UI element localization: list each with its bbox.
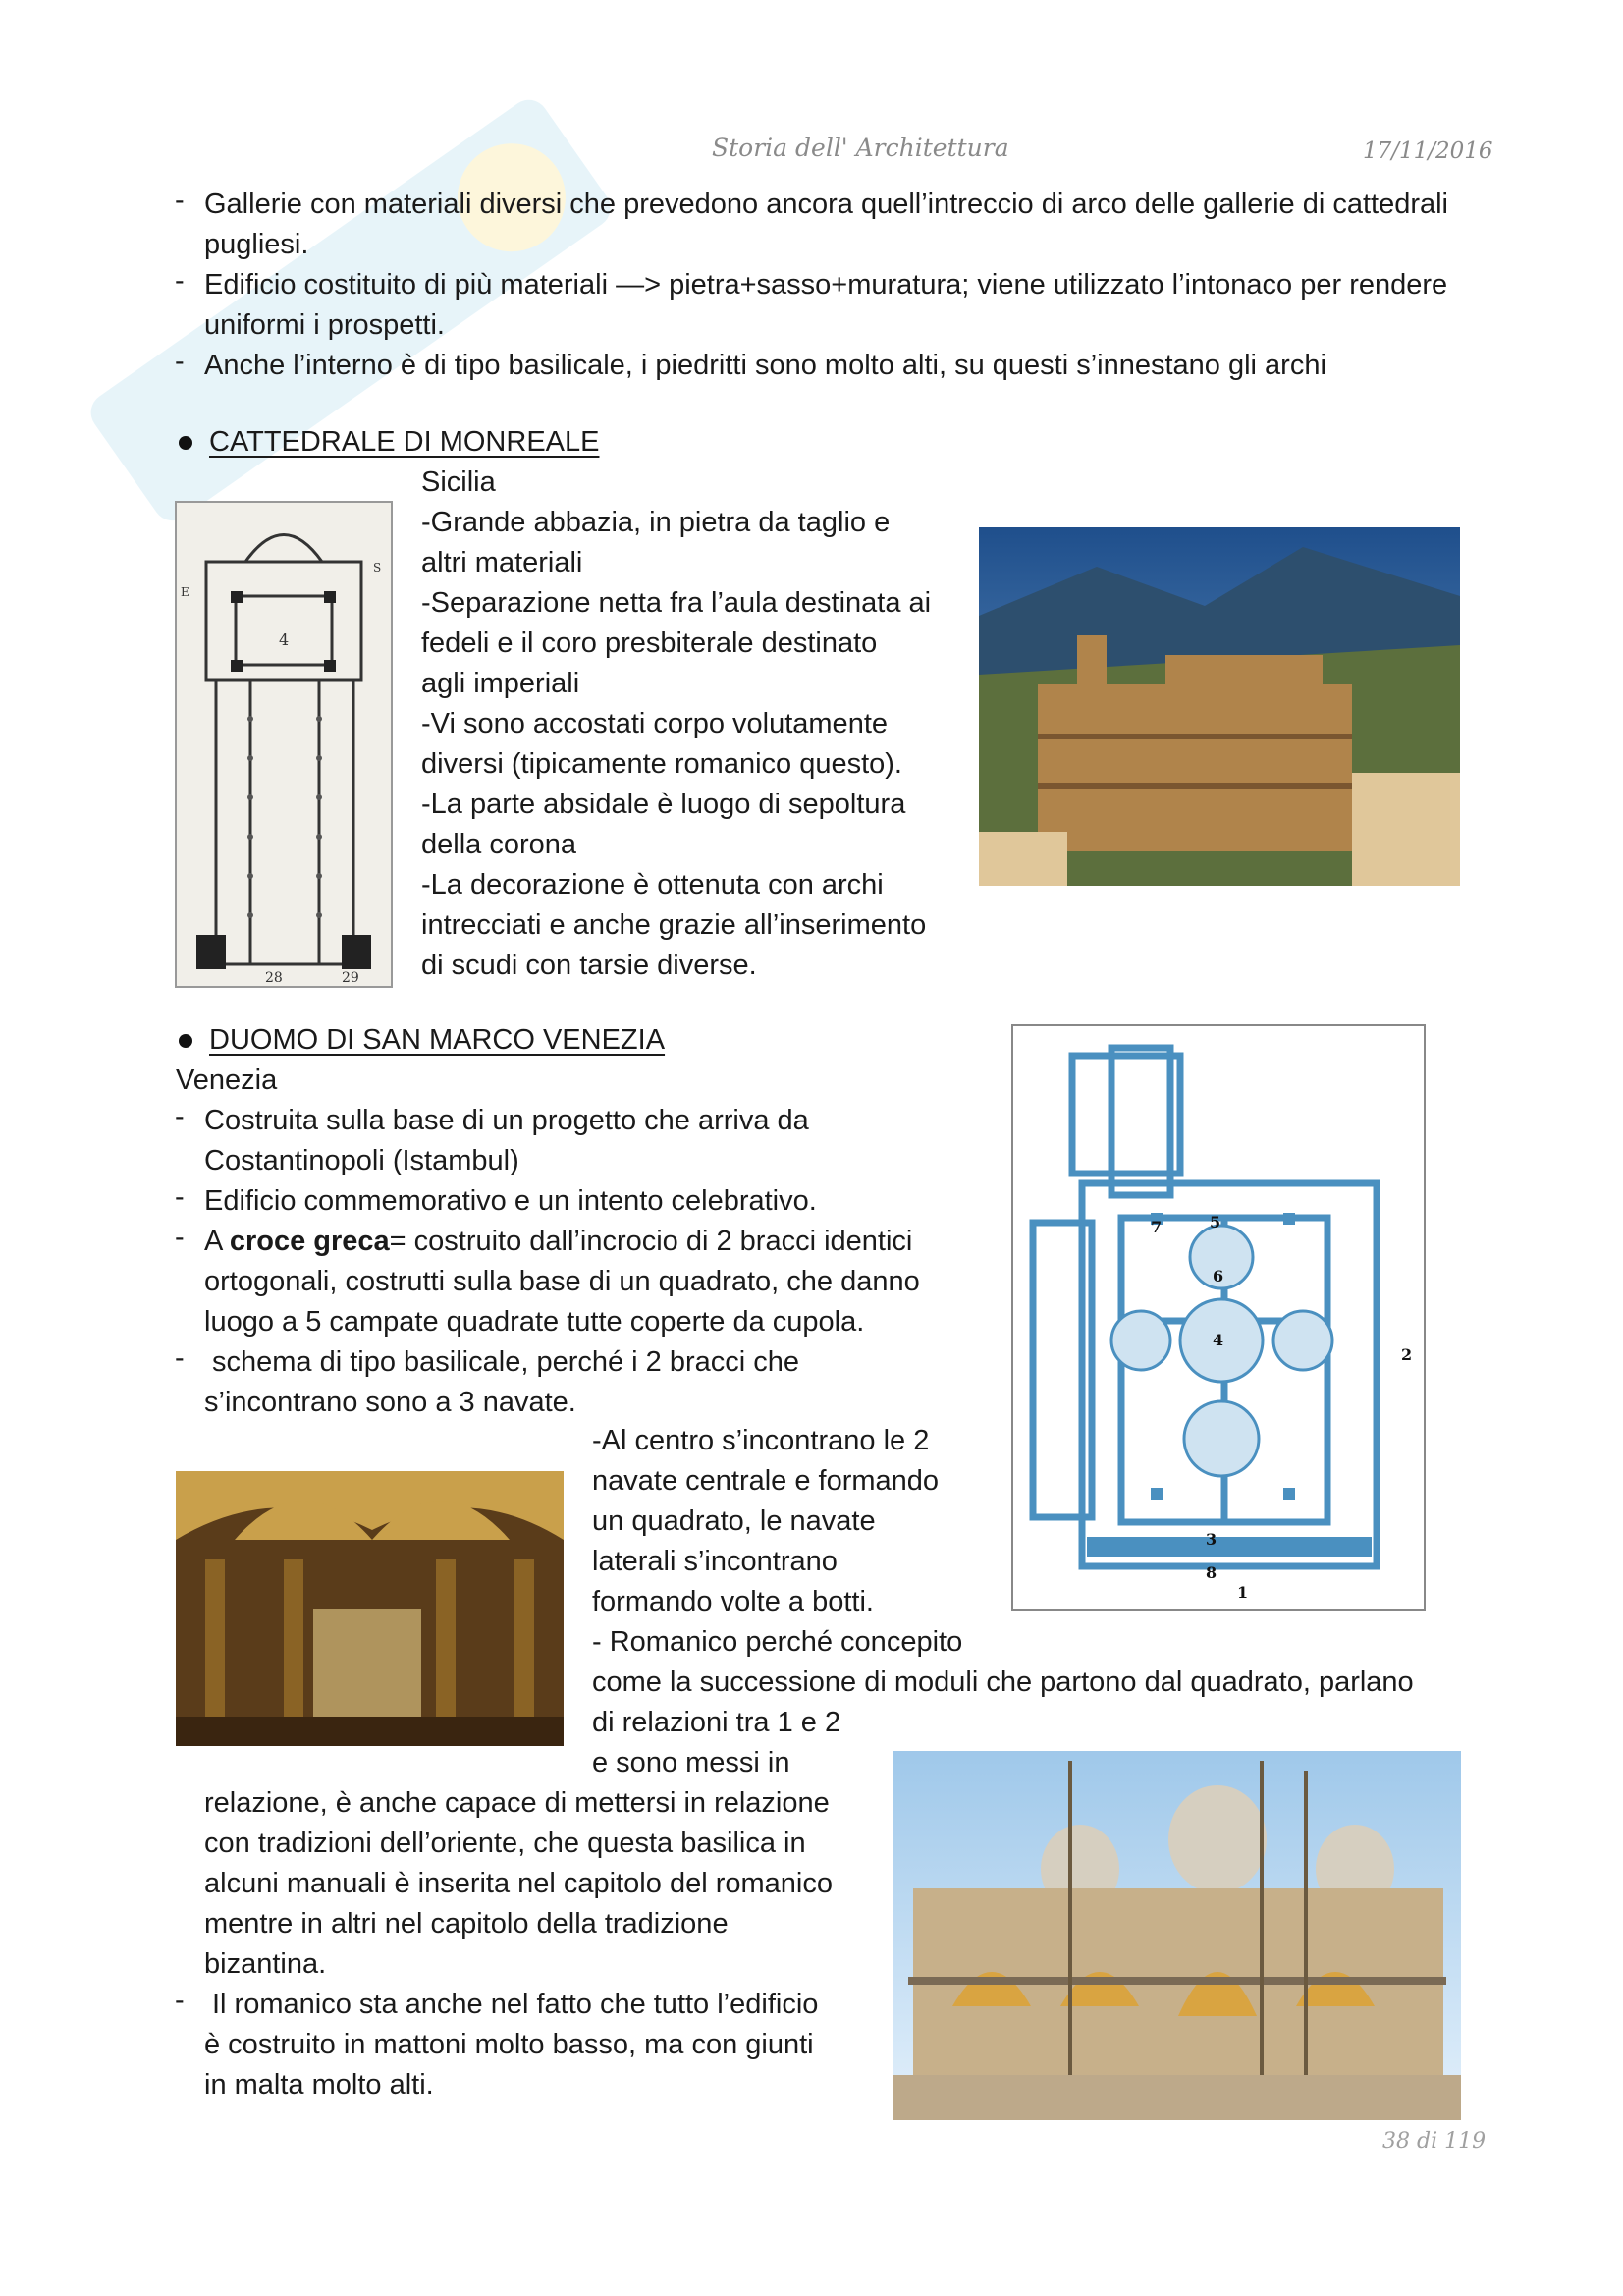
document-title: Storia dell' Architettura [712,134,1009,162]
greek-cross-prefix: A [204,1226,230,1257]
sanmarco-item-line: - schema di tipo basilicale, perché i 2 bracci che [212,1346,800,1378]
lower-line: mentre in altri nel capitolo della tradizione [204,1908,729,1940]
monreale-text [421,463,971,986]
lower-line: relazione, è anche capace di mettersi in relazione [204,1787,830,1819]
greek-cross-line [204,1222,990,1262]
last-item-line: è costruito in mattoni molto basso, ma con giunti [204,2029,814,2060]
sanmarco-facade-photo [893,1751,1461,2120]
monreale-line: di scudi con tarsie diverse. [421,950,757,981]
sanmarco-item-line: s’incontrano sono a 3 navate. [204,1387,576,1418]
sanmarco-interior-photo [176,1471,564,1746]
intro-item-2: - Edificio costituito di più materiali —> pietra+sasso+muratura; viene utilizzato l’intonaco per rendere uniformi i prospetti. [204,265,1461,346]
center-line: e sono messi in [592,1747,790,1778]
monreale-line: agli imperiali [421,668,580,699]
center-line: formando volte a botti. [592,1586,874,1617]
lower-line: con tradizioni dell’oriente, che questa basilica in [204,1828,806,1859]
plan-label: 2 [1401,1345,1413,1364]
bullet-icon [179,1034,192,1048]
monreale-cathedral-photo [979,527,1460,886]
last-item-line: - Il romanico sta anche nel fatto che tutto l’edificio [212,1989,819,2020]
bullet-icon [179,436,192,450]
plan-label: 4 [1213,1331,1224,1349]
last-item-line: in malta molto alti. [204,2069,434,2101]
sanmarco-last-item [204,1985,892,2105]
sanmarco-item [204,1181,990,1222]
intro-list [204,185,1461,386]
sanmarco-heading: DUOMO DI SAN MARCO VENEZIA [209,1024,666,1056]
monreale-line: -La parte absidale è luogo di sepoltura [421,789,906,820]
sanmarco-item-greek-cross [204,1222,990,1342]
intro-item-3: - Anche l’interno è di tipo basilicale, i piedritti sono molto alti, su questi s’innestano gli archi [204,346,1461,386]
monreale-line: altri materiali [421,547,583,578]
lower-line: bizantina. [204,1948,327,1980]
monreale-line: -Separazione netta fra l’aula destinata ai [421,587,932,619]
center-line: un quadrato, le navate [592,1505,876,1537]
center-line: di relazioni tra 1 e 2 [592,1707,841,1738]
plan-label: 3 [1206,1530,1217,1549]
sanmarco-lower-text [204,1783,892,2105]
plan-label: 29 [342,970,359,986]
lower-line: alcuni manuali è inserita nel capitolo del romanico [204,1868,833,1899]
sanmarco-item-line: - Costruita sulla base di un progetto che arriva da [204,1105,809,1136]
monreale-line: fedeli e il coro presbiterale destinato [421,628,878,659]
monreale-line: -Grande abbazia, in pietra da taglio e [421,507,891,538]
page-number: 38 di 119 [1382,2129,1487,2154]
monreale-line: Sicilia [421,466,496,498]
greek-cross-term: croce greca [229,1226,390,1257]
center-line: -Al centro s’incontrano le 2 [592,1425,930,1456]
plan-label: 4 [279,630,290,649]
document-date: 17/11/2016 [1363,138,1493,164]
center-line: laterali s’incontrano [592,1546,838,1577]
sanmarco-item [204,1101,990,1181]
center-line: - Romanico perché concepito [592,1626,963,1658]
plan-label: 7 [1151,1218,1163,1236]
greek-cross-line: luogo a 5 campate quadrate tutte coperte da cupola. [204,1306,865,1338]
plan-label: 5 [1210,1213,1221,1231]
sanmarco-list [204,1101,990,1423]
center-line: navate centrale e formando [592,1465,940,1497]
monreale-line: -Vi sono accostati corpo volutamente [421,708,889,739]
monreale-line: della corona [421,829,576,860]
sanmarco-place: Venezia [176,1065,278,1096]
monreale-line: intrecciati e anche grazie all’inserimento [421,909,927,941]
monreale-line: diversi (tipicamente romanico questo). [421,748,902,780]
sanmarco-item-line: Costantinopoli (Istambul) [204,1145,519,1176]
greek-cross-definition: = costruito dall’incrocio di 2 bracci identici [389,1226,913,1257]
monreale-floor-plan [175,501,393,988]
plan-label: 28 [265,970,283,986]
sanmarco-item [204,1342,990,1423]
plan-label: E [181,585,189,599]
monreale-line: -La decorazione è ottenuta con archi [421,869,884,901]
greek-cross-line: ortogonali, costrutti sulla base di un quadrato, che danno [204,1266,920,1297]
center-line: come la successione di moduli che partono dal quadrato, parlano [592,1667,1414,1698]
monreale-heading: CATTEDRALE DI MONREALE [209,426,600,458]
plan-label: 6 [1213,1267,1224,1285]
sanmarco-center-text [592,1421,1476,1783]
intro-item-1: - Gallerie con materiali diversi che prevedono ancora quell’intreccio di arco delle gallerie di cattedrali pugliesi. [204,185,1461,265]
plan-label: S [373,561,382,574]
plan-label: 8 [1206,1563,1217,1582]
plan-label: 1 [1237,1583,1249,1602]
sanmarco-item-line: - Edificio commemorativo e un intento celebrativo. [204,1185,817,1217]
